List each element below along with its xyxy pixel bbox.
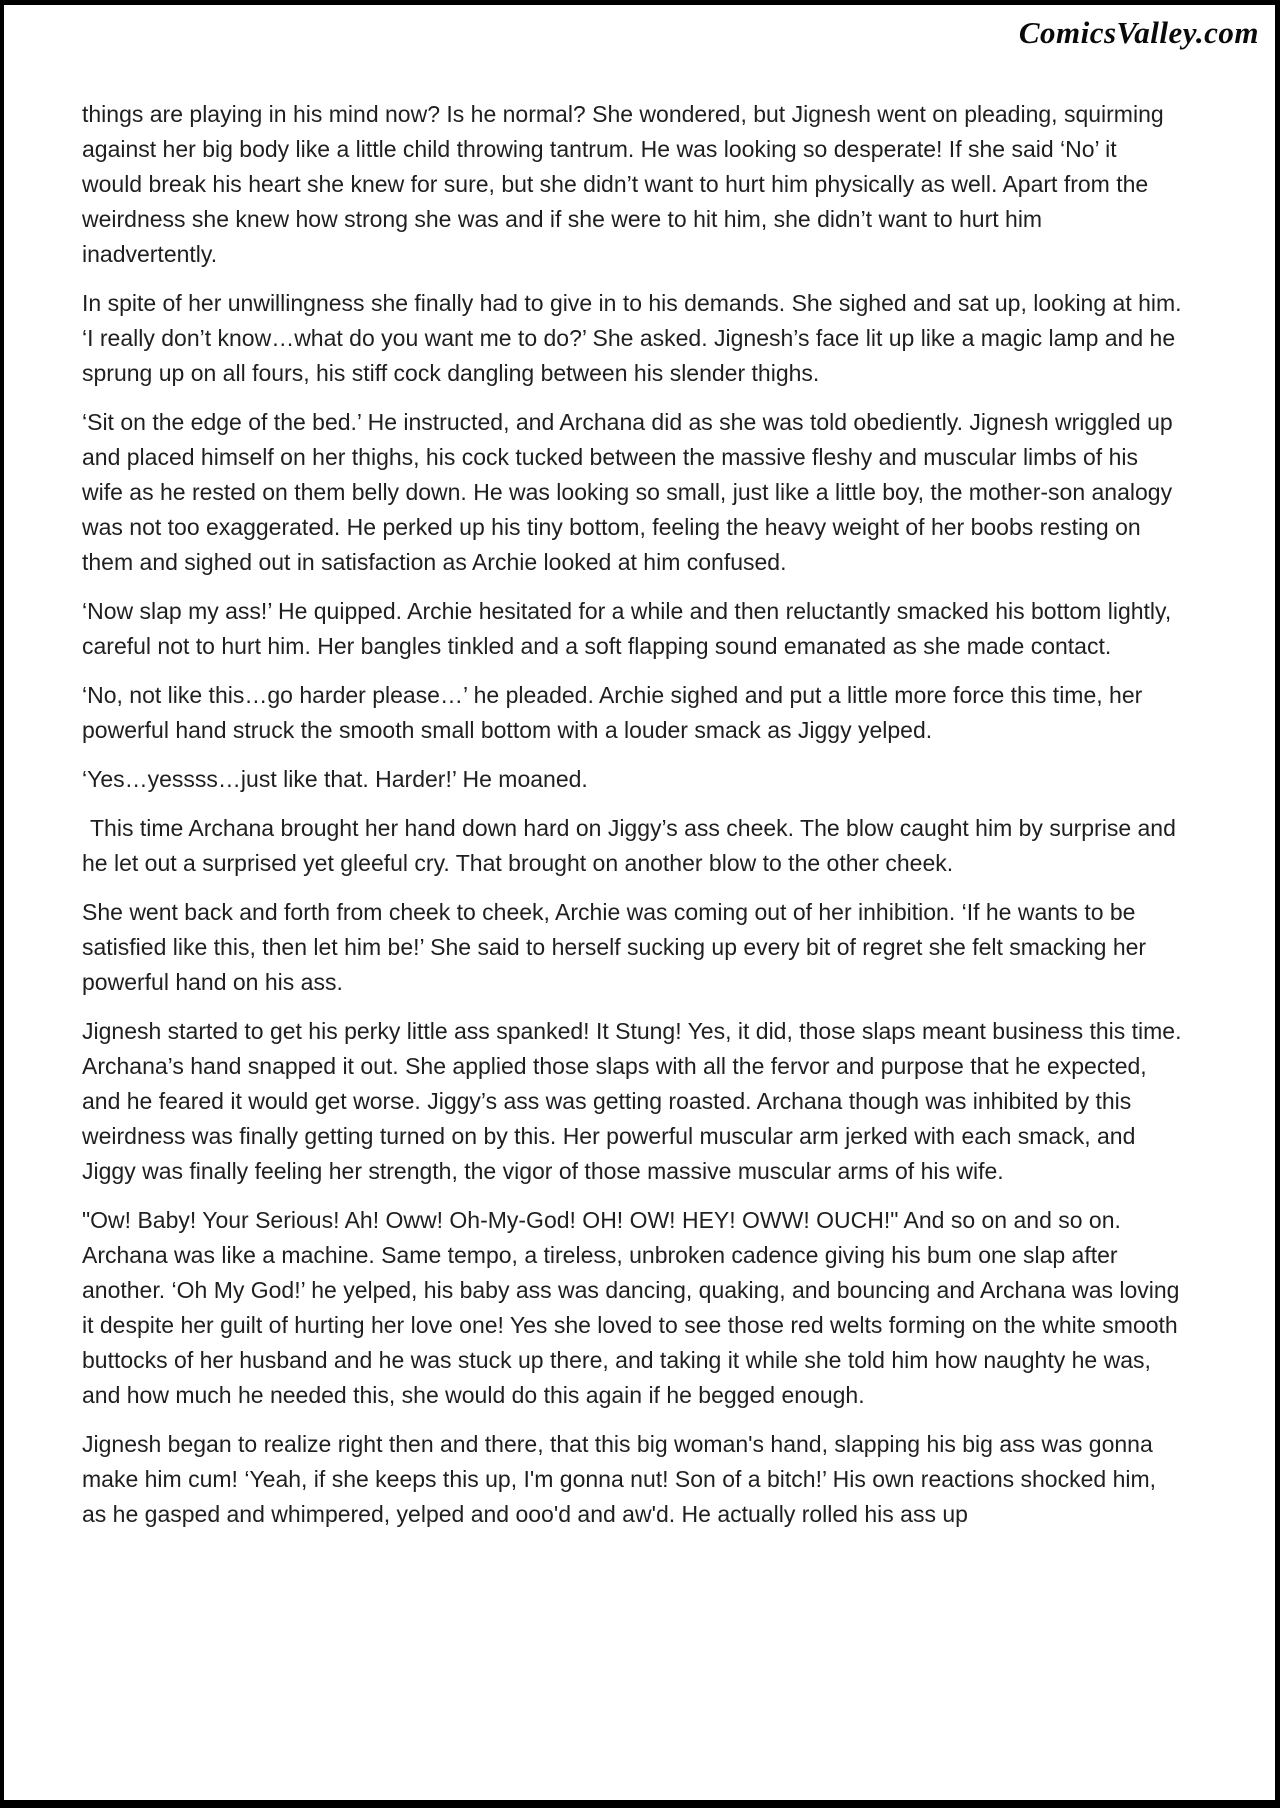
paragraph: things are playing in his mind now? Is he normal? She wondered, but Jignesh went on pleading, squirming against her big body like a little child throwing tantrum. He was looking so desperate! If she said ‘No’ it would break his heart she knew for sure, but she didn’t want to hurt him physically as well. Apart from the weirdness she knew how strong she was and if she were to hit him, she didn’t want to hurt him inadvertently. — [82, 101, 1164, 267]
paragraph: ‘No, not like this…go harder please…’ he pleaded. Archie sighed and put a little more force this time, her powerful hand struck the smooth small bottom with a louder smack as Jiggy yelped. — [82, 682, 1143, 743]
paragraph: She went back and forth from cheek to cheek, Archie was coming out of her inhibition. ‘If he wants to be satisfied like this, then let him be!’ She said to herself sucking up every bit of regret she felt smacking her powerful hand on his ass. — [82, 899, 1147, 995]
paragraph: Jignesh started to get his perky little ass spanked! It Stung! Yes, it did, those slaps meant business this time. Archana’s hand snapped it out. She applied those slaps with all the fervor and purpose that he expected, and he feared it would get worse. Jiggy’s ass was getting roasted. Archana though was inhibited by this weirdness was finally getting turned on by this. Her powerful muscular arm jerked with each smack, and Jiggy was finally feeling her strength, the vigor of those massive muscular arms of his wife. — [82, 1018, 1182, 1184]
paragraph: In spite of her unwillingness she finally had to give in to his demands. She sighed and sat up, looking at him. ‘I really don’t know…what do you want me to do?’ She asked. Jignesh’s face lit up like a magic lamp and he sprung up on all fours, his stiff cock dangling between his slender thighs. — [82, 290, 1182, 386]
paragraph: ‘Now slap my ass!’ He quipped. Archie hesitated for a while and then reluctantly smacked his bottom lightly, careful not to hurt him. Her bangles tinkled and a soft flapping sound emanated as she made contact. — [82, 598, 1172, 659]
paragraph: ‘Sit on the edge of the bed.’ He instructed, and Archana did as she was told obediently. Jignesh wriggled up and placed himself on her thighs, his cock tucked between the massive fleshy and muscular limbs of his wife as he rested on them belly down. He was looking so small, just like a little boy, the mother-son analogy was not too exaggerated. He perked up his tiny bottom, feeling the heavy weight of her boobs resting on them and sighed out in satisfaction as Archie looked at him confused. — [82, 409, 1173, 575]
paragraph: Jignesh began to realize right then and there, that this big woman's hand, slapping his big ass was gonna make him cum! ‘Yeah, if she keeps this up, I'm gonna nut! Son of a bitch!’ His own reactions shocked him, as he gasped and whimpered, yelped and ooo'd and aw'd. He actually rolled his ass up — [82, 1431, 1157, 1527]
paragraph: This time Archana brought her hand down hard on Jiggy’s ass cheek. The blow caught him by surprise and he let out a surprised yet gleeful cry. That brought on another blow to the other cheek. — [82, 815, 1176, 876]
site-logo: ComicsValley.com — [1018, 15, 1259, 50]
paragraph: "Ow! Baby! Your Serious! Ah! Oww! Oh-My-God! OH! OW! HEY! OWW! OUCH!" And so on and so on. Archana was like a machine. Same tempo, a tireless, unbroken cadence giving his bum one slap after another. ‘Oh My God!’ he yelped, his baby ass was dancing, quaking, and bouncing and Archana was loving it despite her guilt of hurting her love one! Yes she loved to see those red welts forming on the white smooth buttocks of her husband and he was stuck up there, and taking it while she told him how naughty he was, and how much he needed this, she would do this again if he begged enough. — [82, 1207, 1180, 1408]
story-text — [82, 97, 1182, 1546]
paragraph: ‘Yes…yessss…just like that. Harder!’ He moaned. — [82, 766, 588, 792]
